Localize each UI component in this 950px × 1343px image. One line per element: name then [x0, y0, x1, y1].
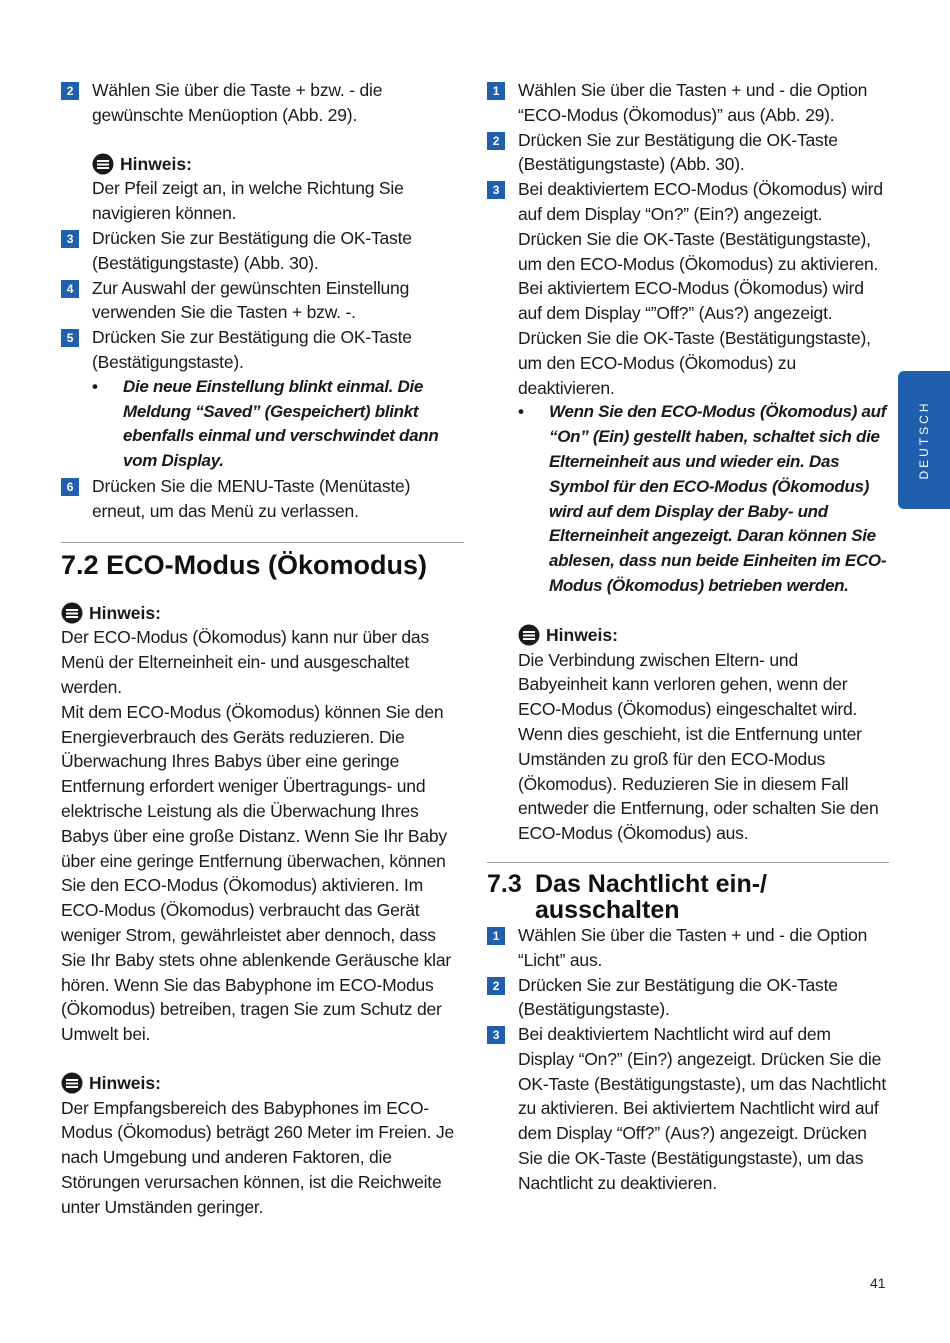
- note-box: [61, 152, 464, 226]
- section-number: 7.3: [487, 869, 522, 898]
- step-number: 2: [487, 132, 505, 150]
- step-text: Wählen Sie über die Tasten + und - die Option “Licht” aus.: [518, 924, 868, 970]
- step-item: [61, 325, 464, 375]
- step-item: [487, 973, 889, 1023]
- bullet-item: [518, 400, 889, 598]
- section-number: 7.2: [61, 549, 99, 580]
- step-item: [61, 474, 464, 524]
- step-text: Zur Auswahl der gewünschten Einstellung verwenden Sie die Tasten + bzw. -.: [92, 277, 410, 323]
- step-text: Bei deaktiviertem ECO-Modus (Ökomodus) wird auf dem Display “On?” (Ein?) angezeigt. Drücken Sie die OK-Taste (Bestätigungstaste), um den ECO-Modus (Ökomodus) zu aktivieren. Bei aktiviertem ECO-Modus (Ökomodus) wird auf dem Display “”Off?” (Aus?) angezeigt. Drücken Sie die OK-Taste (Bestätigungstaste), um den ECO-Modus (Ökomodus) zu deaktivieren.: [518, 179, 883, 398]
- bullet-dot: •: [92, 376, 98, 396]
- note-box: [487, 623, 889, 846]
- note-text: Der Empfangsbereich des Babyphones im ECO-Modus (Ökomodus) beträgt 260 Meter im Freien. Je nach Umgebung und anderen Faktoren, die Störungen verursachen können, ist die Reichweite unter Umständen geringer.: [61, 1097, 455, 1217]
- note-icon: [61, 602, 83, 624]
- section-title: Das Nachtlicht ein-/ ausschalten: [535, 869, 767, 924]
- bullet-dot: •: [518, 402, 524, 422]
- step-number: 2: [487, 977, 505, 995]
- step-number: 3: [487, 181, 505, 199]
- step-text: Drücken Sie zur Bestätigung die OK-Taste (Bestätigungstaste) (Abb. 30).: [92, 227, 412, 273]
- step-number: 5: [61, 329, 79, 347]
- step-text: Wählen Sie über die Tasten + und - die Option “ECO-Modus (Ökomodus)” aus (Abb. 29).: [518, 80, 868, 125]
- step-text: Drücken Sie die MENU-Taste (Menütaste) erneut, um das Menü zu verlassen.: [92, 475, 411, 521]
- step-number: 6: [61, 478, 79, 496]
- step-item: [487, 78, 889, 128]
- section-heading: [487, 871, 889, 923]
- step-text: Drücken Sie zur Bestätigung die OK-Taste (Bestätigungstaste) (Abb. 30).: [518, 129, 838, 175]
- step-text: Drücken Sie zur Bestätigung die OK-Taste (Bestätigungstaste).: [92, 327, 412, 372]
- body-paragraph: Mit dem ECO-Modus (Ökomodus) können Sie den Energieverbrauch des Geräts reduzieren. Die Überwachung Ihres Babys über eine geringe Entfernung erfordert weniger Übertragungs- und elektrische Leistung als die Überwachung Ihres Babys über eine große Distanz. Wenn Sie Ihr Baby über eine geringe Entfernung überwachen, können Sie den ECO-Modus (Ökomodus) aktivieren. Im ECO-Modus (Ökomodus) verbraucht das Gerät weniger Strom, gewährleistet aber dennoch, dass Sie Ihr Baby stets ohne ablenkende Geräusche klar hören. Wenn Sie das Babyphone im ECO-Modus (Ökomodus) betreiben, tragen Sie zum Schutz der Umwelt bei.: [61, 701, 452, 1045]
- note-box: [61, 1071, 464, 1220]
- step-number: 1: [487, 82, 505, 100]
- note-text: Die Verbindung zwischen Eltern- und Babyeinheit kann verloren gehen, wenn der ECO-Modus (Ökomodus) eingeschaltet wird. Wenn dies geschieht, ist die Entfernung unter Umständen zu groß für den ECO-Modus (Ökomodus). Reduzieren Sie in diesem Fall entweder die Entfernung, oder schalten Sie den ECO-Modus (Ökomodus) aus.: [518, 649, 879, 844]
- language-tab-label: DEUTSCH: [917, 400, 931, 480]
- bullet-text: Wenn Sie den ECO-Modus (Ökomodus) auf “On” (Ein) gestellt haben, schaltet sich die Elterneinheit aus und wieder ein. Das Symbol für den ECO-Modus (Ökomodus) wird auf dem Display der Baby- und Elterneinheit angezeigt. Daran können Sie ablesen, dass nun beide Einheiten im ECO-Modus (Ökomodus) betrieben werden.: [549, 402, 887, 595]
- note-heading: Hinweis:: [546, 624, 618, 645]
- step-item: [61, 226, 464, 276]
- step-item: [487, 128, 889, 178]
- step-number: 2: [61, 82, 79, 100]
- step-number: 3: [487, 1026, 505, 1044]
- note-heading: Hinweis:: [89, 602, 161, 623]
- bullet-item: [92, 375, 464, 474]
- step-number: 3: [61, 230, 79, 248]
- note-icon: [92, 153, 114, 175]
- step-item: [487, 923, 889, 973]
- step-number: 4: [61, 280, 79, 298]
- step-text: Drücken Sie zur Bestätigung die OK-Taste (Bestätigungstaste).: [518, 974, 838, 1020]
- note-heading: Hinweis:: [120, 153, 192, 174]
- note-icon: [61, 1072, 83, 1094]
- note-text: Der ECO-Modus (Ökomodus) kann nur über das Menü der Elterneinheit ein- und ausgeschaltet werden.: [61, 627, 430, 697]
- step-item: [61, 276, 464, 326]
- step-text: Wählen Sie über die Taste + bzw. - die gewünschte Menüoption (Abb. 29).: [92, 80, 383, 125]
- step-item: [487, 177, 889, 400]
- left-column: [61, 78, 464, 1220]
- step-item: [487, 1022, 889, 1196]
- section-heading: [61, 549, 464, 580]
- step-text: Bei deaktiviertem Nachtlicht wird auf dem Display “On?” (Ein?) angezeigt. Drücken Sie die OK-Taste (Bestätigungstaste), um das Nachtlicht zu aktivieren. Bei aktiviertem Nachtlicht wird auf dem Display “Off?” (Aus?) angezeigt. Drücken Sie die OK-Taste (Bestätigungstaste), um das Nachtlicht zu deaktivieren.: [518, 1024, 886, 1193]
- step-item: [61, 78, 464, 128]
- bullet-text: Die neue Einstellung blinkt einmal. Die Meldung “Saved” (Gespeichert) blinkt ebenfalls einmal und verschwindet dann vom Display.: [123, 376, 439, 471]
- page-number: 41: [870, 1275, 886, 1291]
- note-text: Der Pfeil zeigt an, in welche Richtung Sie navigieren können.: [92, 178, 404, 224]
- note-box: [61, 601, 464, 700]
- note-heading: Hinweis:: [89, 1072, 161, 1093]
- step-number: 1: [487, 927, 505, 945]
- note-icon: [518, 624, 540, 646]
- right-column: [487, 78, 889, 1196]
- section-title: ECO-Modus (Ökomodus): [106, 549, 428, 580]
- language-tab: [898, 371, 950, 509]
